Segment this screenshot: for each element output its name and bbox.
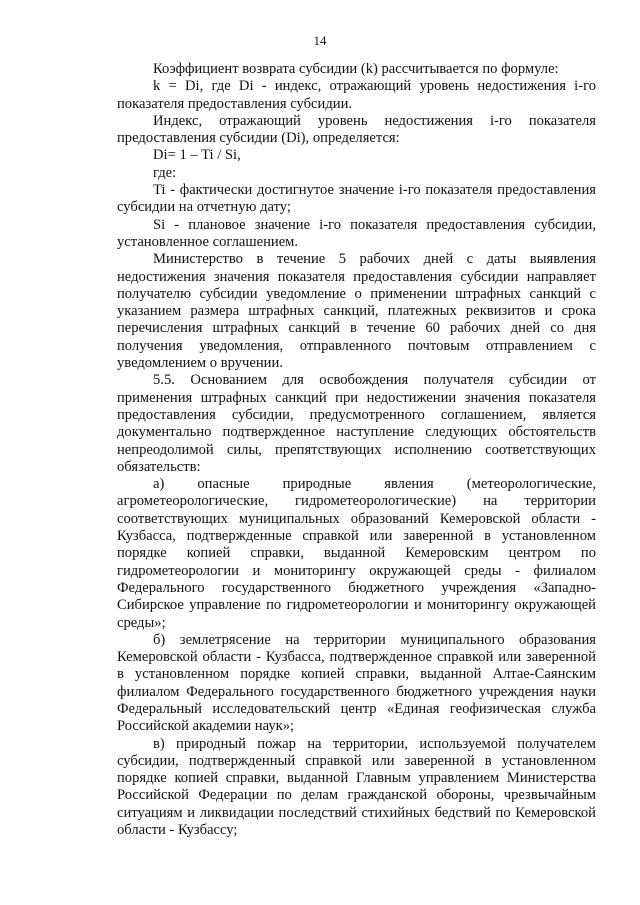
- paragraph-si-definition: Si - плановое значение i-го показателя предоставления субсидии, установленное соглашением.: [117, 216, 596, 250]
- paragraph-section-5-5: 5.5. Основанием для освобождения получателя субсидии от применения штрафных санкций при недостижении значения показателя предоставления субсидии, предусмотренного соглашением, является документально подтвержденное наступление следующих обстоятельств непреодолимой силы, препятствующих исполнению соответствующих обязательств:: [117, 372, 596, 475]
- paragraph-index-intro: Индекс, отражающий уровень недостижения i-го показателя предоставления субсидии (Di), определяется:: [117, 112, 596, 147]
- formula-where: где:: [153, 164, 177, 181]
- paragraph-item-a: а) опасные природные явления (метеорологические, агрометеорологические, гидрометеорологические) на территории соответствующих муниципальных образований Кемеровской области - Кузбасса, подтвержденные справкой или заверенной в установленном порядке копией справки, выданной Кемеровским центром по гидрометеорологии и мониторингу окружающей среды - филиалом Федерального государственного бюджетного учреждения «Западно-Сибирское управление по гидрометеорологии и мониторингу окружающей среды»;: [117, 476, 596, 631]
- document-body: [117, 61, 596, 839]
- paragraph-ti-definition: Ti - фактически достигнутое значение i-го показателя предоставления субсидии на отчетную дату;: [117, 182, 596, 216]
- page-number: 14: [313, 33, 327, 48]
- paragraph-notification: Министерство в течение 5 рабочих дней с даты выявления недостижения значения показателя предоставления субсидии направляет получателю субсидии уведомление о применении штрафных санкций с указанием размера штрафных санкций, платежных реквизитов и срока перечисления штрафных санкций в течение 60 рабочих дней со дня получения уведомления, отправленного почтовым отправлением с уведомлением о вручении.: [117, 251, 596, 372]
- paragraph-item-v: в) природный пожар на территории, используемой получателем субсидии, подтвержденный справкой или заверенной в установленном порядке копией справки, выданной Главным управлением Министерства Российской Федерации по делам гражданской обороны, чрезвычайным ситуациям и ликвидации последствий стихийных бедствий по Кемеровской области - Кузбассу;: [117, 735, 596, 839]
- paragraph-coefficient-intro: Коэффициент возврата субсидии (k) рассчитывается по формуле:: [153, 61, 559, 77]
- formula-index: Di= 1 – Ti / Si,: [153, 147, 241, 164]
- paragraph-item-b: б) землетрясение на территории муниципального образования Кемеровской области - Кузбасса, подтвержденное справкой или заверенной в установленном порядке копией справки, выданной Алтае-Саянским филиалом Федерального государственного бюджетного учреждения науки Федеральный исследовательский центр «Единая геофизическая служба Российской академии наук»;: [117, 631, 596, 735]
- paragraph-coefficient-definition: k = Di, где Di - индекс, отражающий уровень недостижения i-го показателя предоставления субсидии.: [117, 78, 596, 112]
